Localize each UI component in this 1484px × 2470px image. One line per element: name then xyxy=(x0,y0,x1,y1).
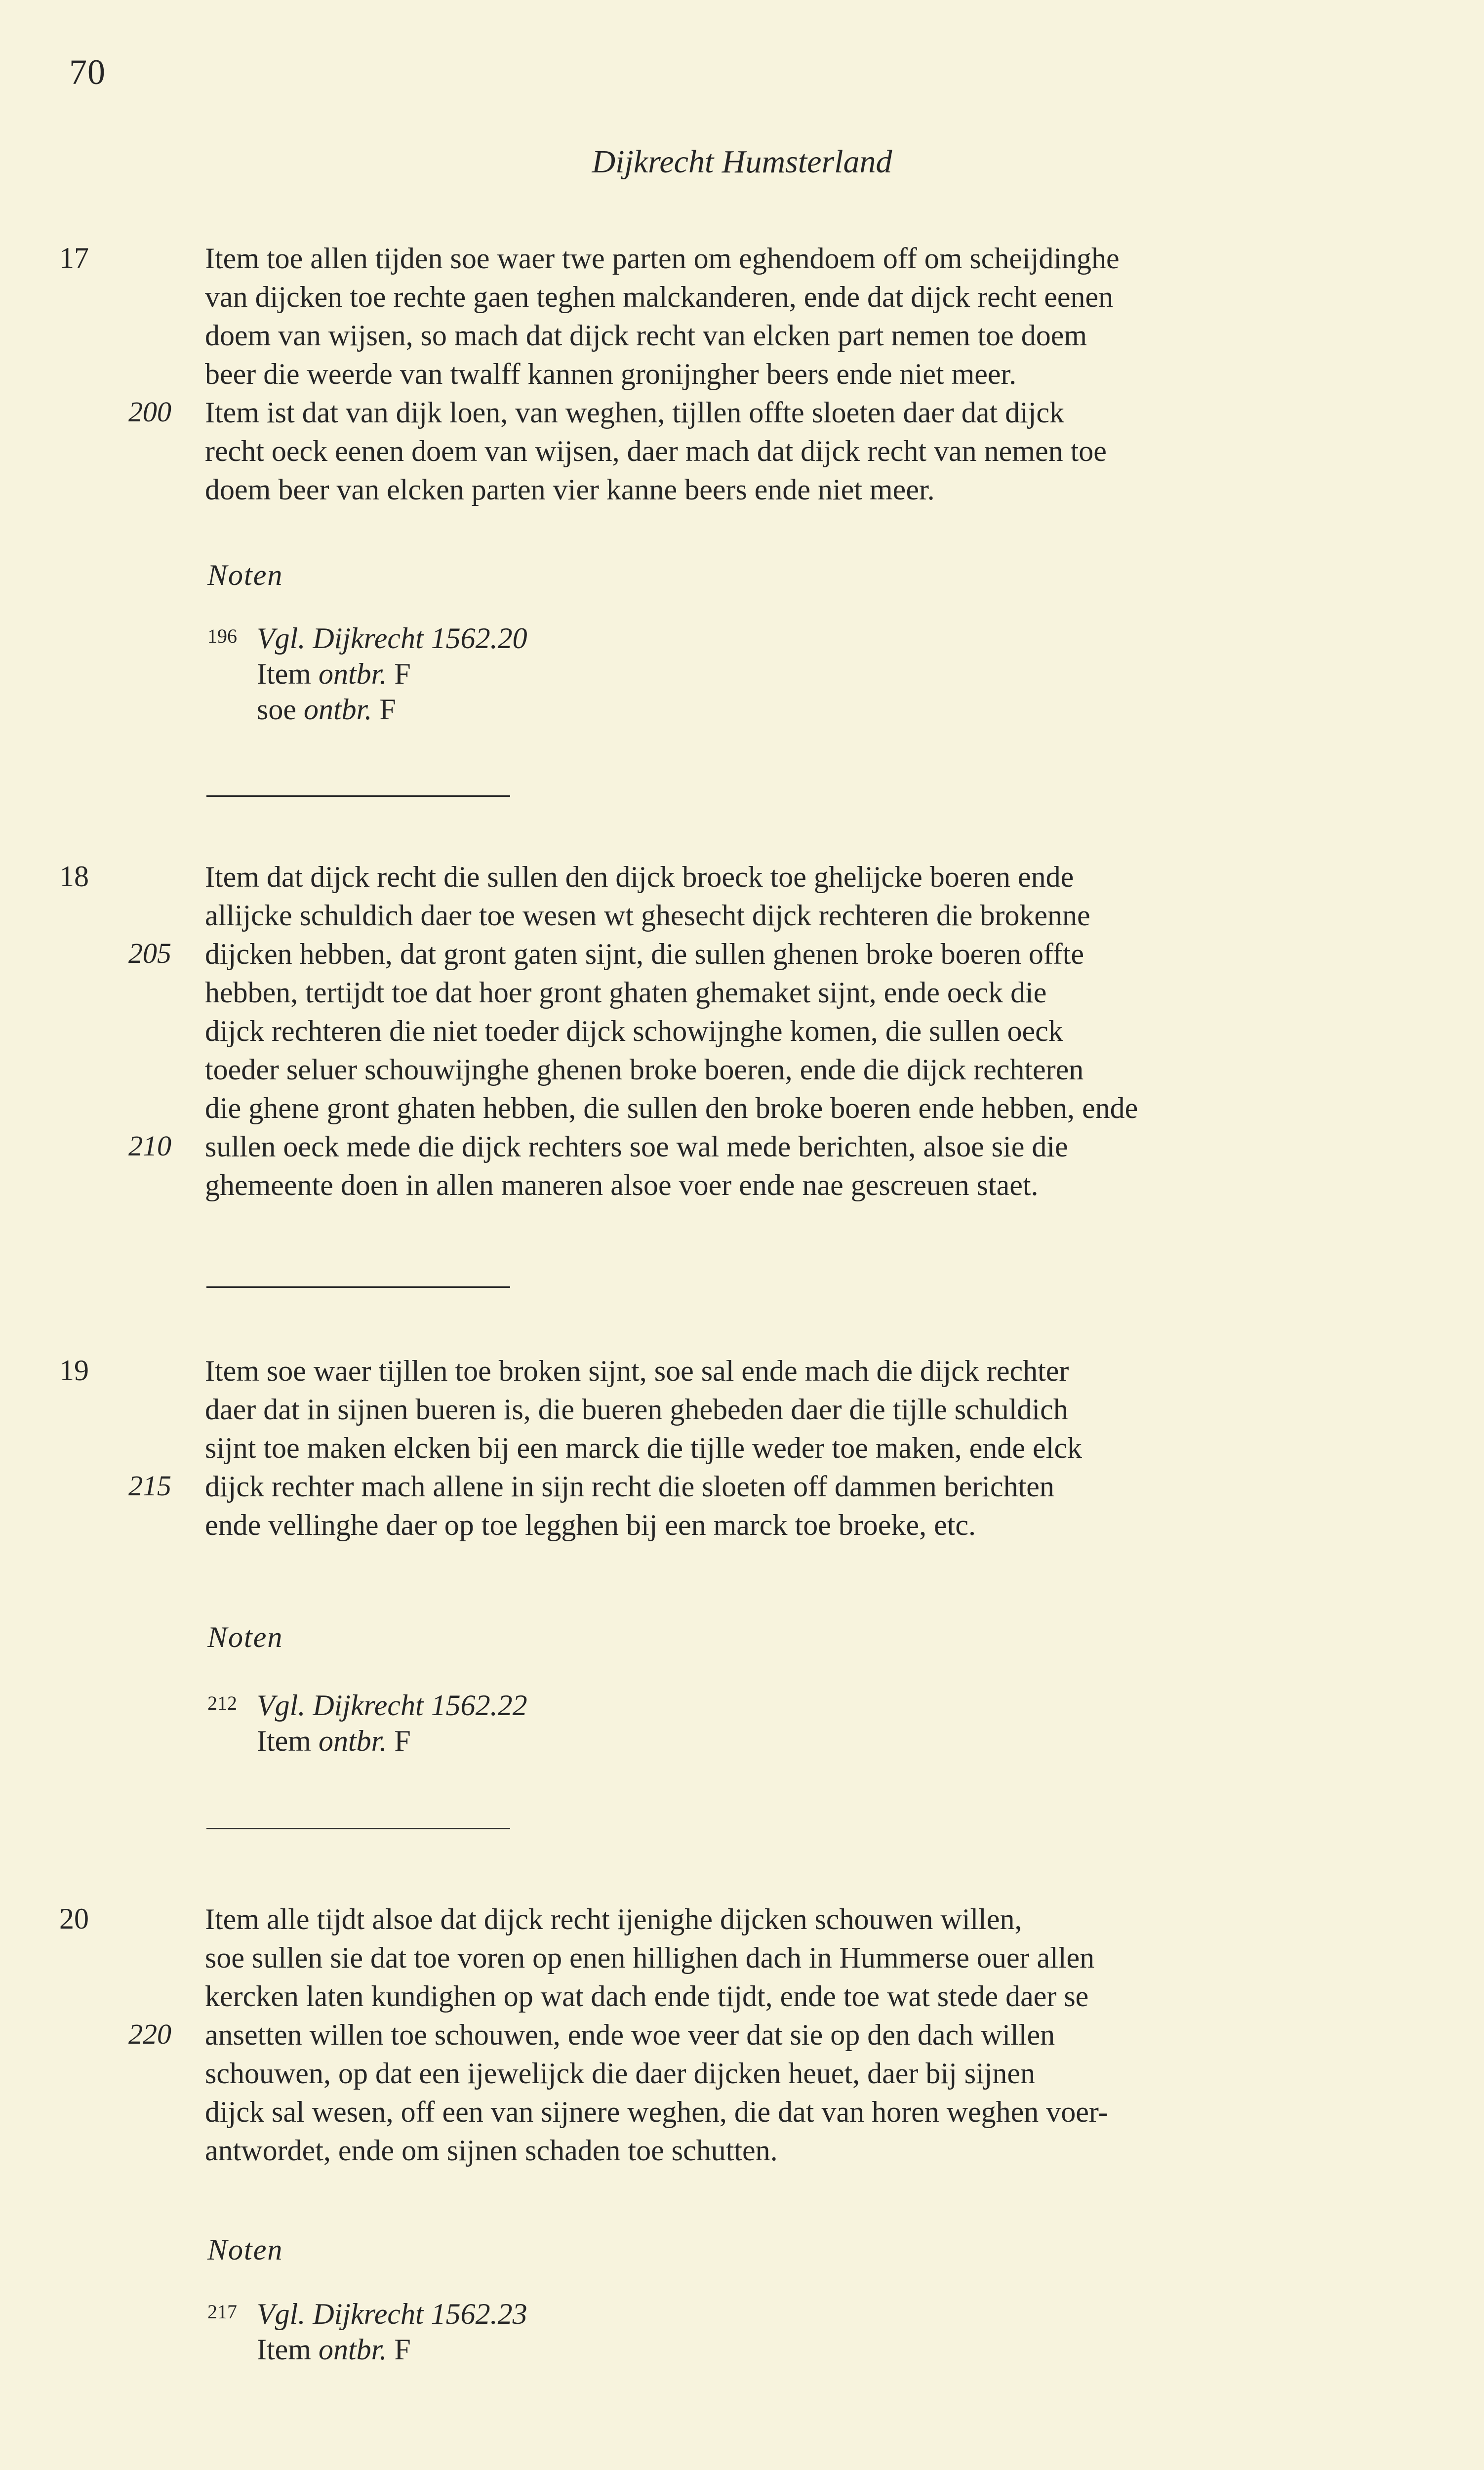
note-line: Item ontbr. F xyxy=(257,2333,411,2366)
note-reference: Vgl. Dijkrecht 1562.23 xyxy=(257,2298,527,2330)
text-line: ansetten willen toe schouwen, ende woe veer dat sie op den dach willen xyxy=(205,2018,1055,2051)
text-line: ende vellinghe daer op toe legghen bij een marck toe broeke, etc. xyxy=(205,1509,976,1541)
text-line: doem van wijsen, so mach dat dijck recht van elcken part nemen toe doem xyxy=(205,319,1087,352)
line-number: 200 xyxy=(128,396,171,428)
text-line: die ghene gront ghaten hebben, die sullen den broke boeren ende hebben, ende xyxy=(205,1092,1138,1124)
text-line: soe sullen sie dat toe voren op enen hillighen dach in Hummerse ouer allen xyxy=(205,1941,1095,1974)
text-line: allijcke schuldich daer toe wesen wt ghesecht dijck rechteren die brokenne xyxy=(205,899,1090,932)
note-line: Item ontbr. F xyxy=(257,1725,411,1757)
line-number: 210 xyxy=(128,1130,171,1162)
section-number: 20 xyxy=(59,1902,89,1935)
section-divider xyxy=(206,1828,510,1829)
text-line: Item toe allen tijden soe waer twe parten om eghendoem off om scheijdinghe xyxy=(205,242,1120,275)
section-number: 17 xyxy=(59,242,89,274)
note-line: soe ontbr. F xyxy=(257,693,396,726)
note-reference: Vgl. Dijkrecht 1562.22 xyxy=(257,1689,527,1722)
section-divider xyxy=(206,795,510,797)
section-number: 19 xyxy=(59,1354,89,1387)
note-line: Item ontbr. F xyxy=(257,658,411,690)
text-line: sullen oeck mede die dijck rechters soe wal mede berichten, alsoe sie die xyxy=(205,1130,1068,1163)
text-line: Item alle tijdt alsoe dat dijck recht ijenighe dijcken schouwen willen, xyxy=(205,1903,1022,1935)
text-line: antwordet, ende om sijnen schaden toe schutten. xyxy=(205,2134,778,2167)
page-number: 70 xyxy=(69,52,106,92)
line-number: 220 xyxy=(128,2018,171,2050)
text-line: sijnt toe maken elcken bij een marck die tijlle weder toe maken, ende elck xyxy=(205,1432,1082,1464)
section-divider xyxy=(206,1286,510,1288)
text-line: doem beer van elcken parten vier kanne beers ende niet meer. xyxy=(205,473,935,506)
text-line: toeder seluer schouwijnghe ghenen broke boeren, ende die dijck rechteren xyxy=(205,1053,1084,1086)
text-line: Item soe waer tijllen toe broken sijnt, soe sal ende mach die dijck rechter xyxy=(205,1355,1069,1387)
text-line: hebben, tertijdt toe dat hoer gront ghaten ghemaket sijnt, ende oeck die xyxy=(205,976,1047,1009)
text-line: dijck rechter mach allene in sijn recht die sloeten off dammen berichten xyxy=(205,1470,1054,1503)
text-line: ghemeente doen in allen maneren alsoe voer ende nae gescreuen staet. xyxy=(205,1169,1039,1201)
text-line: Item dat dijck recht die sullen den dijck broeck toe ghelijcke boeren ende xyxy=(205,861,1074,893)
note-number: 212 xyxy=(207,1692,237,1714)
text-line: van dijcken toe rechte gaen teghen malckanderen, ende dat dijck recht eenen xyxy=(205,281,1114,313)
text-line: recht oeck eenen doem van wijsen, daer mach dat dijck recht van nemen toe xyxy=(205,435,1107,467)
running-head: Dijkrecht Humsterland xyxy=(592,144,892,180)
text-line: daer dat in sijnen bueren is, die bueren ghebeden daer die tijlle schuldich xyxy=(205,1393,1068,1426)
text-line: dijck sal wesen, off een van sijnere weghen, die dat van horen weghen voer- xyxy=(205,2096,1108,2128)
text-line: beer die weerde van twalff kannen gronijngher beers ende niet meer. xyxy=(205,358,1017,390)
text-line: kercken laten kundighen op wat dach ende tijdt, ende toe wat stede daer se xyxy=(205,1980,1089,2013)
note-reference: Vgl. Dijkrecht 1562.20 xyxy=(257,622,527,655)
notes-heading: Noten xyxy=(207,2233,283,2266)
notes-heading: Noten xyxy=(207,1621,283,1653)
line-number: 205 xyxy=(128,937,171,969)
note-number: 196 xyxy=(207,625,237,647)
notes-heading: Noten xyxy=(207,559,283,591)
text-line: dijcken hebben, dat gront gaten sijnt, die sullen ghenen broke boeren offte xyxy=(205,938,1084,970)
text-line: schouwen, op dat een ijewelijck die daer dijcken heuet, daer bij sijnen xyxy=(205,2057,1036,2090)
text-line: Item ist dat van dijk loen, van weghen, tijllen offte sloeten daer dat dijck xyxy=(205,396,1065,429)
section-number: 18 xyxy=(59,860,89,893)
text-line: dijck rechteren die niet toeder dijck schowijnghe komen, die sullen oeck xyxy=(205,1015,1063,1047)
note-number: 217 xyxy=(207,2301,237,2323)
line-number: 215 xyxy=(128,1470,171,1502)
